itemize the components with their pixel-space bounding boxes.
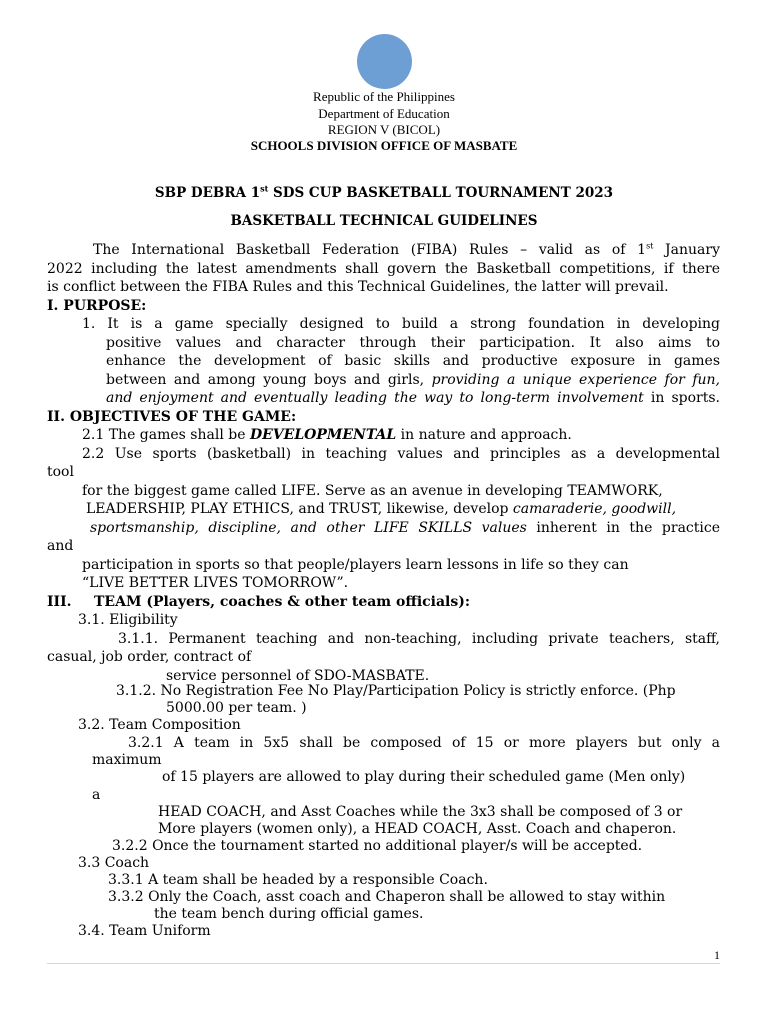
coach-331: 3.3.1 A team shall be headed by a responsible Coach. — [108, 872, 488, 888]
team-uniform-heading: 3.4. Team Uniform — [78, 923, 211, 939]
eligibility-312-line-1: 3.1.2. No Registration Fee No Play/Participation Policy is strictly enforce. (Php — [116, 683, 676, 699]
objectives-line-4: for the biggest game called LIFE. Serve as an avenue in developing TEAMWORK, — [82, 482, 663, 499]
team-heading-number: III. — [47, 593, 72, 610]
purpose-heading: I. PURPOSE: — [47, 297, 147, 314]
purpose-line-5: and enjoyment and eventually leading the way to long-term involvement in sports. — [106, 390, 720, 406]
objectives-heading: II. OBJECTIVES OF THE GAME: — [47, 408, 297, 425]
purpose-line-1: 1. It is a game specially designed to build a strong foundation in developing — [82, 316, 720, 332]
composition-321-line-1: 3.2.1 A team in 5x5 shall be composed of 15 or more players but only a — [128, 735, 720, 751]
intro-line-1: The International Basketball Federation (FIBA) Rules – valid as of 1st January — [93, 241, 720, 258]
objectives-line-3: tool — [47, 464, 74, 480]
objectives-line-1: 2.1 The games shall be DEVELOPMENTAL in nature and approach. — [82, 427, 572, 443]
eligibility-311-line-2: casual, job order, contract of — [47, 649, 252, 665]
deped-seal-logo — [357, 34, 412, 89]
composition-322: 3.2.2 Once the tournament started no additional player/s will be accepted. — [112, 838, 643, 854]
objectives-line-6: sportsmanship, discipline, and other LIFE SKILLS values inherent in the practice — [90, 519, 720, 536]
coach-heading: 3.3 Coach — [78, 855, 150, 871]
eligibility-311-line-1: 3.1.1. Permanent teaching and non-teaching, including private teachers, staff, — [118, 630, 720, 647]
coach-332-line-1: 3.3.2 Only the Coach, asst coach and Chaperon shall be allowed to stay within — [108, 889, 666, 905]
objectives-line-9: “LIVE BETTER LIVES TOMORROW”. — [82, 575, 349, 591]
header-region: REGION V (BICOL) — [327, 122, 441, 137]
purpose-line-2: positive values and character through their participation. It also aims to — [106, 334, 720, 351]
team-heading: TEAM (Players, coaches & other team officials): — [94, 593, 471, 610]
header-department: Department of Education — [318, 106, 450, 121]
composition-321-line-4: a — [92, 787, 101, 803]
objectives-line-7: and — [47, 538, 74, 554]
footer-rule — [47, 963, 720, 964]
header-division-office: SCHOOLS DIVISION OFFICE OF MASBATE — [250, 138, 518, 153]
purpose-line-3: enhance the development of basic skills and productive exposure in games — [106, 353, 720, 369]
page-number: 1 — [714, 948, 720, 962]
composition-321-line-5: HEAD COACH, and Asst Coaches while the 3x3 shall be composed of 3 or — [158, 804, 683, 820]
objectives-line-5: LEADERSHIP, PLAY ETHICS, and TRUST, likewise, develop camaraderie, goodwill, — [86, 501, 677, 517]
team-composition-heading: 3.2. Team Composition — [78, 717, 241, 733]
document-title: SBP DEBRA 1st SDS CUP BASKETBALL TOURNAMENT 2023 — [154, 183, 614, 201]
objectives-line-8: participation in sports so that people/players learn lessons in life so they can — [82, 556, 629, 573]
coach-332-line-2: the team bench during official games. — [154, 906, 424, 922]
intro-line-3: is conflict between the FIBA Rules and this Technical Guidelines, the latter will prevail. — [47, 279, 669, 295]
header-republic: Republic of the Philippines — [313, 89, 455, 104]
objectives-line-2: 2.2 Use sports (basketball) in teaching values and principles as a developmental — [82, 445, 720, 462]
composition-321-line-3: of 15 players are allowed to play during their scheduled game (Men only) — [162, 769, 686, 785]
composition-321-line-2: maximum — [92, 752, 162, 768]
document-subtitle: BASKETBALL TECHNICAL GUIDELINES — [230, 213, 538, 229]
purpose-line-4: between and among young boys and girls, providing a unique experience for fun, — [106, 371, 720, 388]
eligibility-312-line-2: 5000.00 per team. ) — [166, 700, 307, 716]
eligibility-heading: 3.1. Eligibility — [78, 612, 178, 628]
composition-321-line-6: More players (women only), a HEAD COACH, Asst. Coach and chaperon. — [158, 821, 677, 837]
eligibility-311-line-3: service personnel of SDO-MASBATE. — [166, 667, 430, 684]
intro-line-2: 2022 including the latest amendments shall govern the Basketball competitions, if there — [47, 260, 720, 277]
